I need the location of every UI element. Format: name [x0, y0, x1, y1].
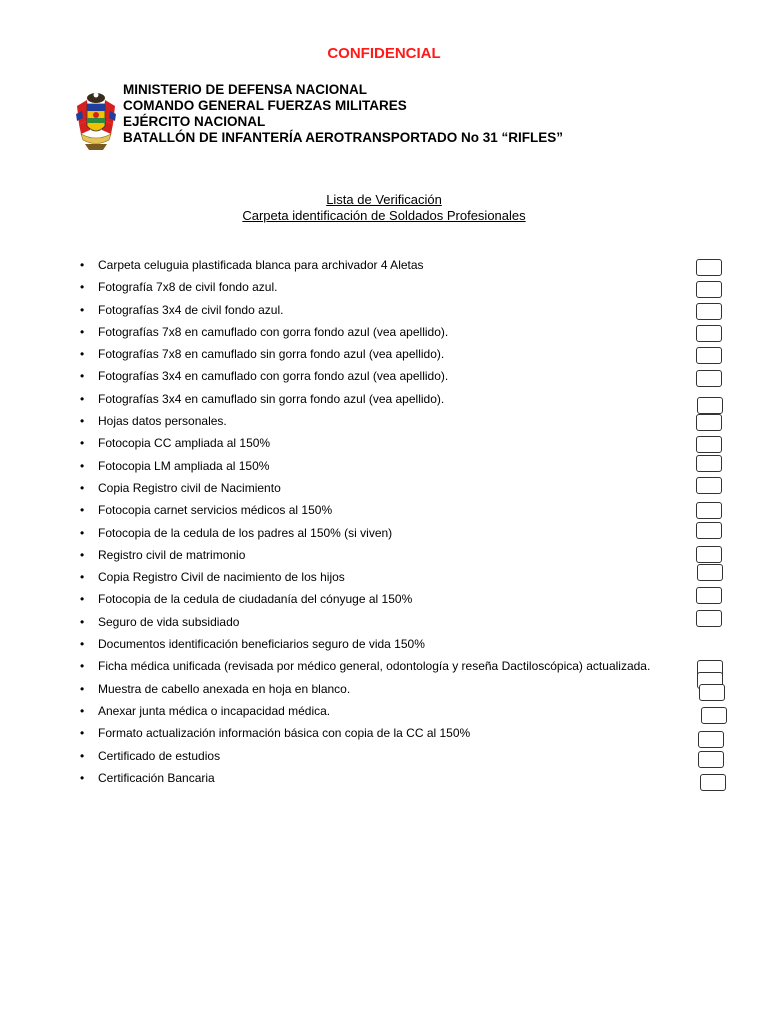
list-item: • Ficha médica unificada (revisada por médico general, odontología y reseña Dactiloscópica) actualizada. — [80, 656, 650, 678]
confidential-label: CONFIDENCIAL — [327, 45, 441, 62]
checkbox[interactable] — [698, 751, 724, 768]
list-item: • Copia Registro Civil de nacimiento de los hijos — [80, 567, 650, 589]
checkbox[interactable] — [696, 414, 722, 431]
checkbox[interactable] — [697, 397, 723, 414]
checkbox[interactable] — [696, 455, 722, 472]
military-crest-icon — [73, 90, 119, 152]
list-item: • Hojas datos personales. — [80, 411, 650, 433]
list-item: • Registro civil de matrimonio — [80, 545, 650, 567]
list-item: • Muestra de cabello anexada en hoja en blanco. — [80, 679, 650, 701]
checkbox[interactable] — [696, 259, 722, 276]
checkbox[interactable] — [696, 546, 722, 563]
checkbox[interactable] — [696, 303, 722, 320]
checkbox[interactable] — [698, 731, 724, 748]
checklist — [80, 255, 650, 790]
list-item: • Anexar junta médica o incapacidad médica. — [80, 701, 650, 723]
list-item: • Formato actualización información básica con copia de la CC al 150% — [80, 723, 650, 745]
list-item: • Fotografía 7x8 de civil fondo azul. — [80, 277, 650, 299]
list-item: • Seguro de vida subsidiado — [80, 612, 650, 634]
document-title — [0, 192, 768, 224]
list-item: • Fotocopia LM ampliada al 150% — [80, 456, 650, 478]
list-item: • Fotocopia carnet servicios médicos al 150% — [80, 500, 650, 522]
list-item: • Documentos identificación beneficiarios seguro de vida 150% — [80, 634, 650, 656]
checkbox[interactable] — [696, 522, 722, 539]
list-item: • Fotografías 3x4 en camuflado con gorra fondo azul (vea apellido). — [80, 366, 650, 388]
header-line-ministry: MINISTERIO DE DEFENSA NACIONAL — [123, 82, 368, 97]
header-line-command: COMANDO GENERAL FUERZAS MILITARES — [123, 98, 407, 113]
title-line-1: Lista de Verificación — [326, 192, 442, 207]
checkbox[interactable] — [696, 587, 722, 604]
checkbox[interactable] — [696, 477, 722, 494]
checkbox[interactable] — [696, 370, 722, 387]
checkbox[interactable] — [699, 684, 725, 701]
checkbox[interactable] — [696, 347, 722, 364]
checkbox[interactable] — [696, 436, 722, 453]
checkbox[interactable] — [696, 325, 722, 342]
header-line-army: EJÉRCITO NACIONAL — [123, 114, 266, 129]
checkbox[interactable] — [696, 502, 722, 519]
list-item: • Copia Registro civil de Nacimiento — [80, 478, 650, 500]
list-item: • Certificación Bancaria — [80, 768, 650, 790]
list-item: • Certificado de estudios — [80, 746, 650, 768]
checkbox[interactable] — [696, 610, 722, 627]
list-item: • Carpeta celuguia plastificada blanca para archivador 4 Aletas — [80, 255, 650, 277]
institution-header — [123, 82, 563, 146]
list-item: • Fotografías 3x4 en camuflado sin gorra fondo azul (vea apellido). — [80, 389, 650, 411]
header-line-battalion: BATALLÓN DE INFANTERÍA AEROTRANSPORTADO No 31 “RIFLES” — [123, 130, 564, 145]
title-line-2: Carpeta identificación de Soldados Profesionales — [242, 208, 526, 223]
list-item: • Fotocopia de la cedula de los padres al 150% (si viven) — [80, 523, 650, 545]
checkbox[interactable] — [700, 774, 726, 791]
list-item: • Fotocopia CC ampliada al 150% — [80, 433, 650, 455]
checkbox[interactable] — [701, 707, 727, 724]
checkbox[interactable] — [696, 281, 722, 298]
list-item: • Fotografías 3x4 de civil fondo azul. — [80, 300, 650, 322]
list-item: • Fotografías 7x8 en camuflado sin gorra fondo azul (vea apellido). — [80, 344, 650, 366]
list-item: • Fotografías 7x8 en camuflado con gorra fondo azul (vea apellido). — [80, 322, 650, 344]
list-item: • Fotocopia de la cedula de ciudadanía del cónyuge al 150% — [80, 589, 650, 611]
checkbox[interactable] — [697, 564, 723, 581]
